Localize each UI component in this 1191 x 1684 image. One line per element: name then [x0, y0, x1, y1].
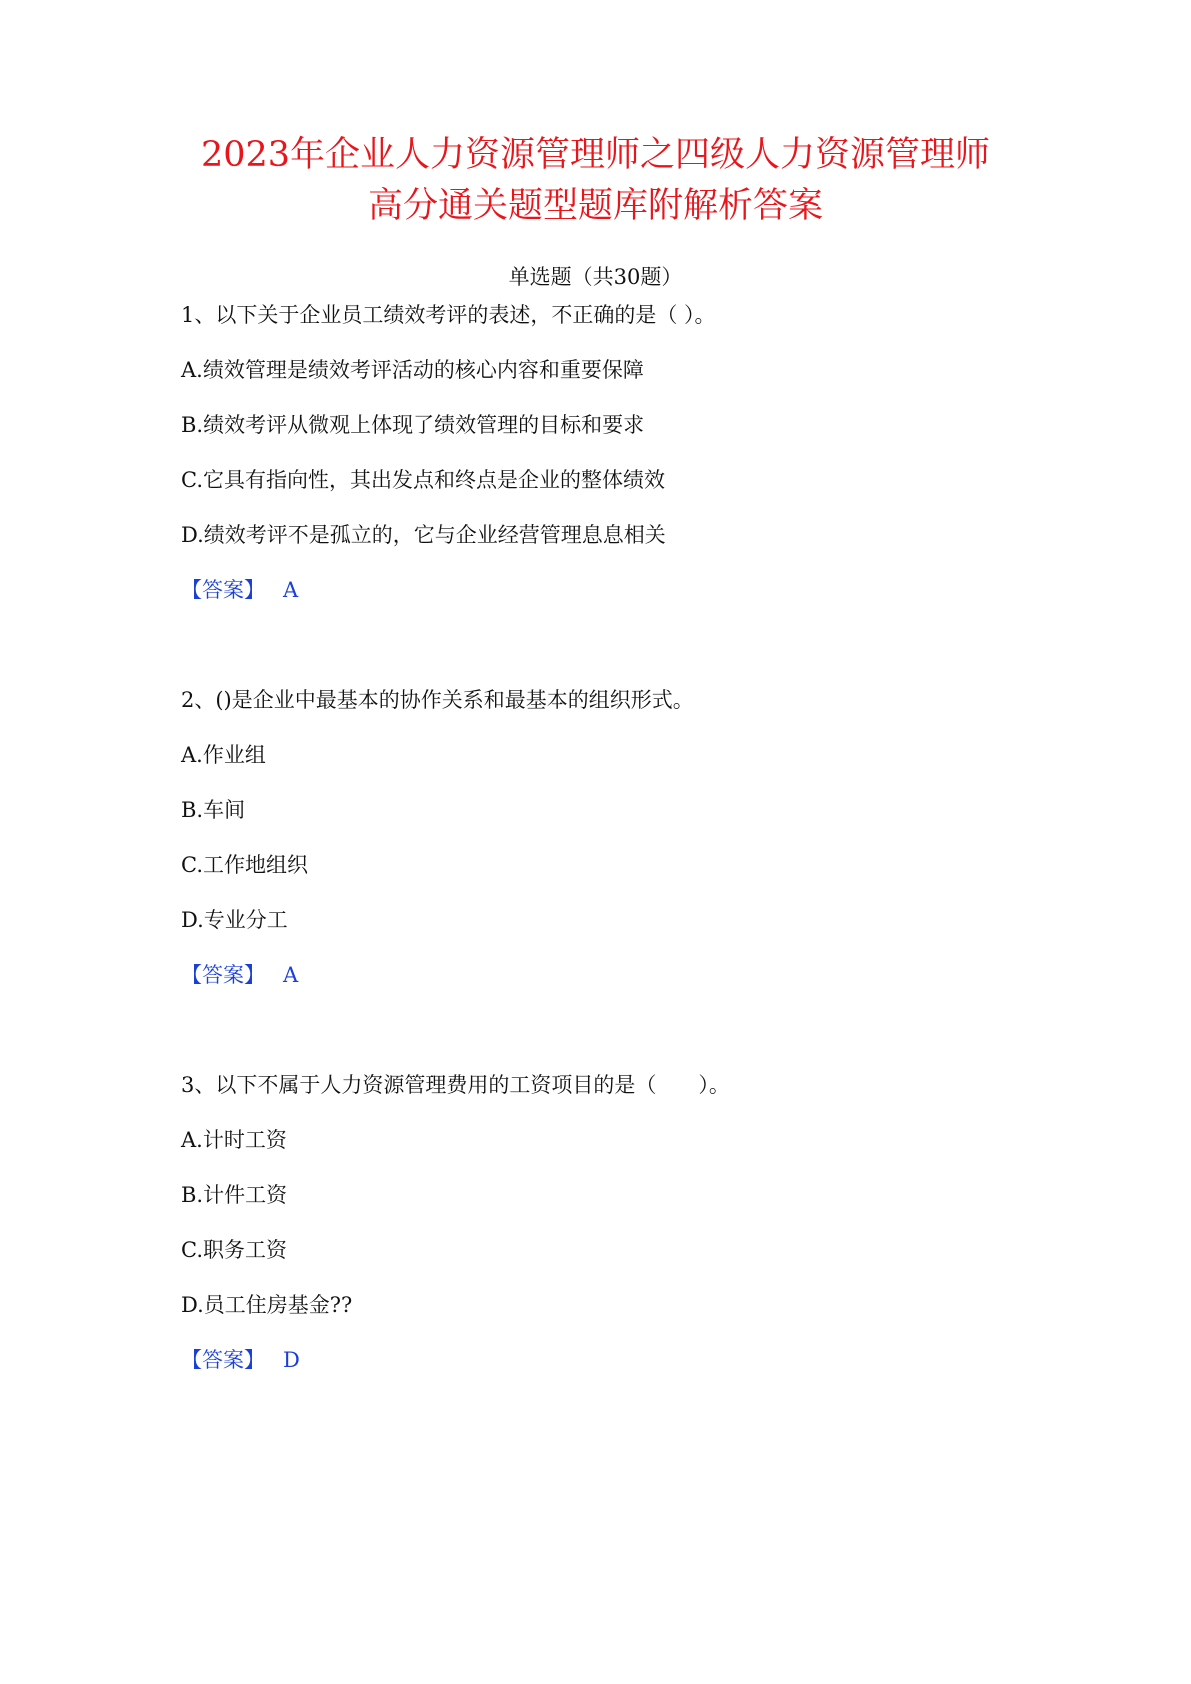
- question-1-answer: [181, 580, 298, 601]
- question-2-option-a: A.作业组: [181, 743, 266, 767]
- question-2-option-b: B.车间: [181, 798, 246, 822]
- question-2-stem: 2、()是企业中最基本的协作关系和最基本的组织形式。: [181, 688, 694, 712]
- answer-value: D: [283, 1348, 300, 1372]
- answer-label: 【答案】: [181, 963, 265, 987]
- question-2-answer: [181, 965, 298, 986]
- question-1-option-d: D.绩效考评不是孤立的，它与企业经营管理息息相关: [181, 523, 666, 547]
- question-3-option-d: D.员工住房基金??: [181, 1293, 353, 1317]
- question-1-option-b: B.绩效考评从微观上体现了绩效管理的目标和要求: [181, 413, 645, 437]
- question-1-option-a: A.绩效管理是绩效考评活动的核心内容和重要保障: [181, 358, 644, 382]
- question-3-answer: [181, 1350, 300, 1371]
- question-2-option-c: C.工作地组织: [181, 853, 308, 877]
- document-title-line1: 2023年企业人力资源管理师之四级人力资源管理师: [200, 135, 991, 175]
- answer-value: A: [283, 963, 299, 987]
- answer-label: 【答案】: [181, 578, 265, 602]
- question-3-option-c: C.职务工资: [181, 1238, 287, 1262]
- section-heading: 单选题（共30题）: [508, 265, 683, 289]
- question-3-stem: 3、以下不属于人力资源管理费用的工资项目的是（ ）。: [181, 1073, 730, 1097]
- question-2-option-d: D.专业分工: [181, 908, 288, 932]
- question-3-option-b: B.计件工资: [181, 1183, 288, 1207]
- answer-value: A: [283, 578, 299, 602]
- question-1-stem: 1、以下关于企业员工绩效考评的表述，不正确的是（ ）。: [181, 303, 716, 327]
- question-1-option-c: C.它具有指向性，其出发点和终点是企业的整体绩效: [181, 468, 665, 492]
- question-3-option-a: A.计时工资: [181, 1128, 287, 1152]
- document-title-line2: 高分通关题型题库附解析答案: [367, 186, 823, 226]
- answer-label: 【答案】: [181, 1348, 265, 1372]
